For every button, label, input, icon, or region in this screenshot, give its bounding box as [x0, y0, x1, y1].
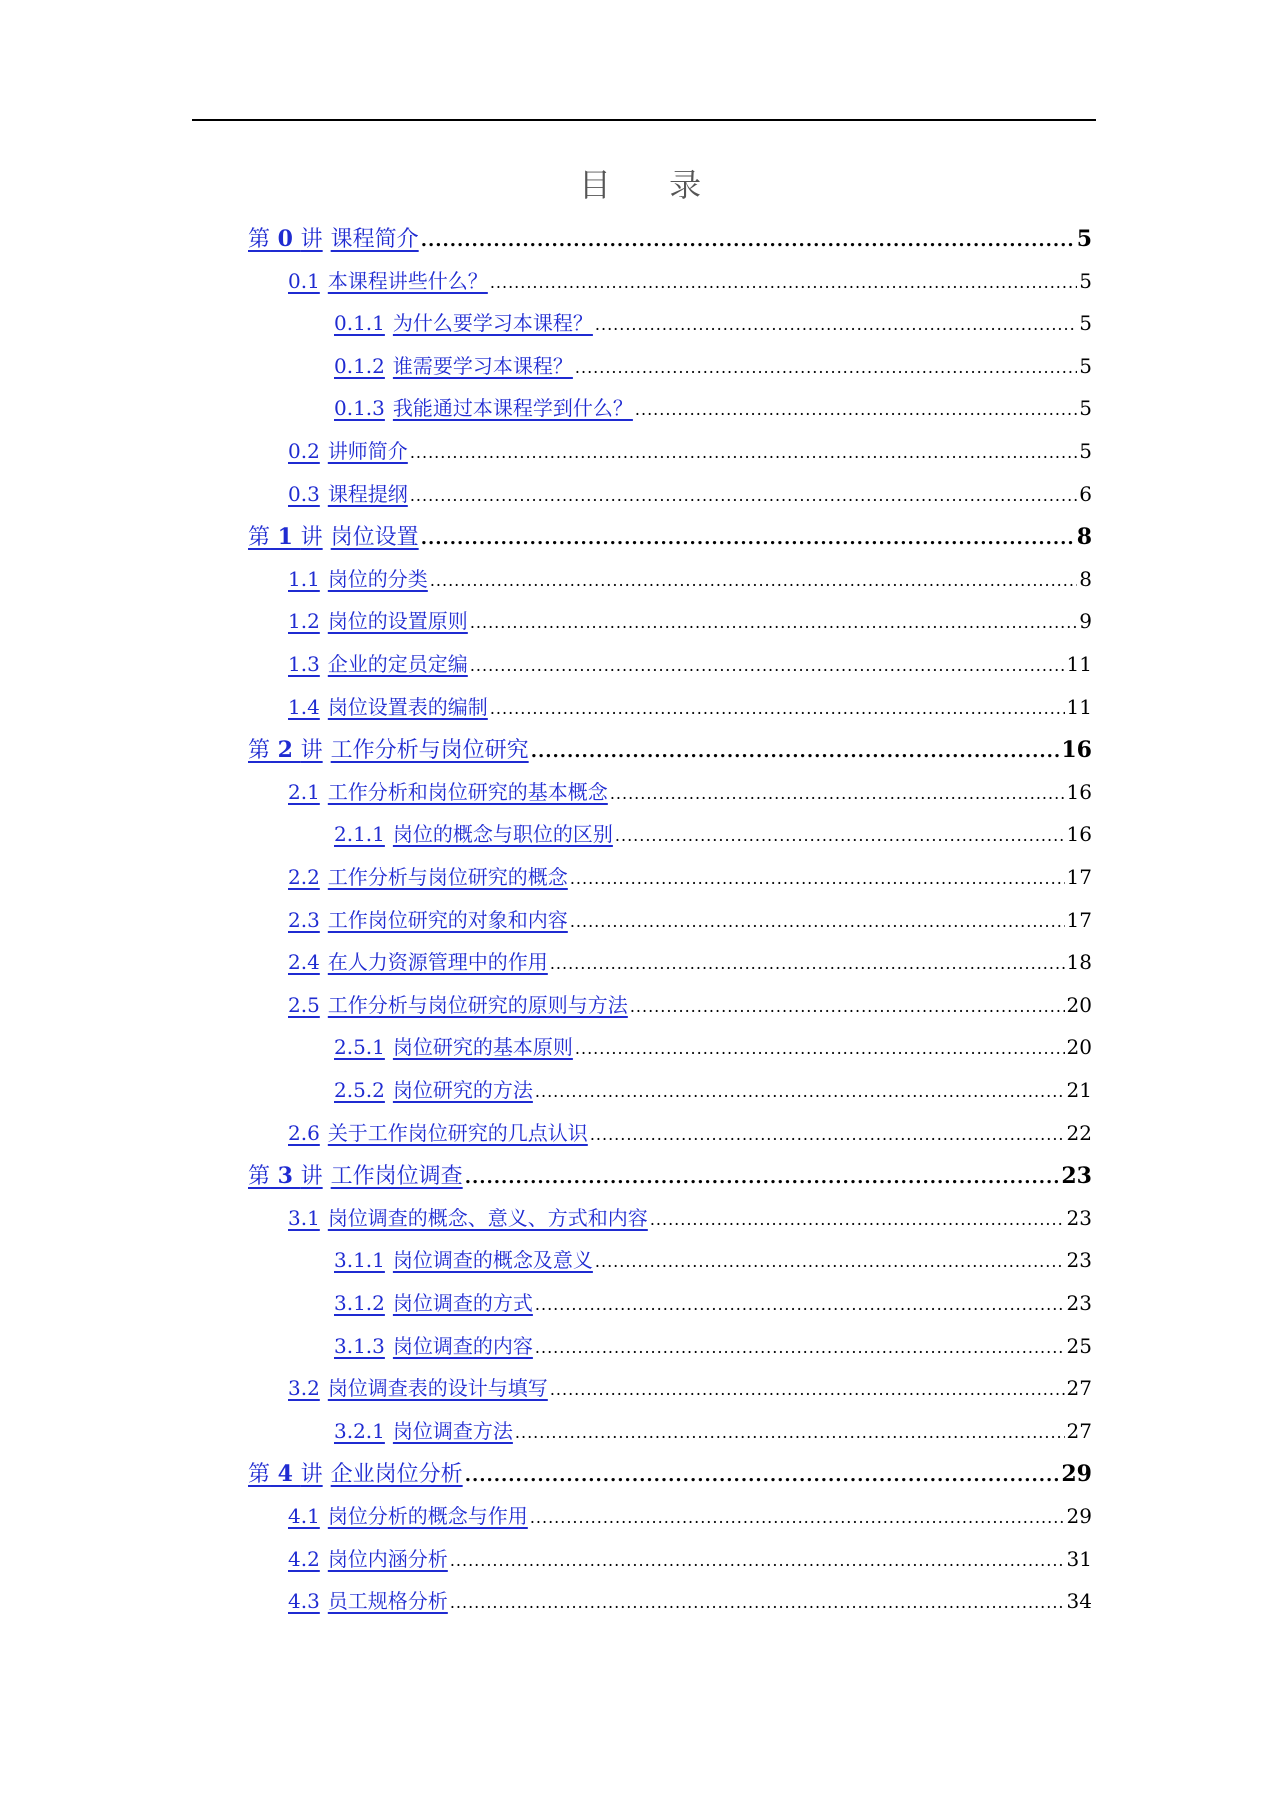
toc-page-number: 5: [1079, 311, 1092, 336]
toc-entry-title: 企业岗位分析: [330, 1462, 463, 1488]
toc-entry-level3: [334, 1287, 1092, 1327]
toc-link[interactable]: [248, 1159, 463, 1190]
toc-entry-title: 岗位调查表的设计与填写: [327, 1376, 548, 1401]
toc-link[interactable]: [334, 392, 633, 421]
toc-entry-title: 工作分析与岗位研究的概念: [327, 865, 568, 889]
toc-page-number: 27: [1066, 1418, 1092, 1443]
toc-chapter-digit: 1: [270, 524, 301, 551]
toc-entry-level3: [334, 818, 1092, 858]
toc-link[interactable]: [248, 733, 529, 764]
toc-page-number: 6: [1079, 481, 1092, 506]
toc-page-number: 5: [1079, 268, 1092, 293]
toc-entry-level3: [334, 1074, 1092, 1114]
toc-section-number: 1.1: [288, 566, 320, 591]
toc-dot-leader: [610, 784, 1065, 803]
toc-entry-title: 岗位调查的概念、意义、方式和内容: [327, 1205, 648, 1230]
toc-entry-level1: [248, 733, 1092, 773]
toc-chapter-number: [248, 525, 323, 550]
toc-dot-leader: [531, 741, 1060, 762]
toc-entry-level2: [288, 1372, 1092, 1412]
toc-link[interactable]: [288, 1372, 548, 1401]
toc-entry-level1: [248, 1457, 1092, 1497]
toc-entry-level2: [288, 1500, 1092, 1540]
toc-page-number: 16: [1066, 779, 1092, 804]
toc-section-number: 2.1.1: [334, 822, 385, 847]
toc-link[interactable]: [334, 1074, 533, 1103]
toc-section-number: 4.1: [288, 1504, 320, 1528]
toc-dot-leader: [421, 230, 1075, 251]
toc-entry-level2: [288, 691, 1092, 731]
toc-entry-level3: [334, 1031, 1092, 1071]
header-rule: [192, 119, 1096, 121]
toc-dot-leader: [595, 315, 1077, 334]
toc-entry-title: 我能通过本课程学到什么？: [392, 396, 633, 421]
toc-entry-level2: [288, 776, 1092, 816]
toc-section-number: 0.1.3: [334, 396, 385, 421]
toc-section-number: 3.2: [288, 1376, 320, 1401]
toc-section-number: 0.1: [288, 268, 320, 293]
page-title: 目 录: [578, 166, 726, 204]
toc-page-number: 23: [1061, 1163, 1092, 1190]
toc-entry-title: 为什么要学习本课程？: [392, 311, 593, 336]
toc-entry-level1: [248, 520, 1092, 560]
toc-section-number: 2.5.1: [334, 1035, 385, 1060]
toc-entry-level2: [288, 1543, 1092, 1583]
toc-page-number: 17: [1066, 865, 1092, 889]
toc-link[interactable]: [288, 861, 568, 890]
toc-page-number: 29: [1066, 1504, 1092, 1528]
toc-entry-level2: [288, 1202, 1092, 1242]
toc-link[interactable]: [288, 605, 468, 634]
toc-link[interactable]: [288, 1117, 588, 1146]
toc-link[interactable]: [288, 1500, 528, 1529]
toc-entry-level2: [288, 904, 1092, 944]
toc-dot-leader: [595, 1252, 1065, 1271]
toc-entry-level2: [288, 478, 1092, 518]
toc-dot-leader: [650, 1210, 1065, 1229]
toc-page-number: 8: [1079, 566, 1092, 591]
toc-link[interactable]: [288, 563, 428, 592]
toc-chapter-digit: 0: [270, 226, 301, 252]
toc-link[interactable]: [288, 1543, 448, 1572]
toc-entry-level2: [288, 861, 1092, 901]
toc-section-number: 3.1.3: [334, 1333, 385, 1358]
toc-dot-leader: [465, 1167, 1060, 1188]
toc-dot-leader: [490, 273, 1077, 292]
toc-entry-title: 岗位调查的概念及意义: [392, 1248, 593, 1273]
toc-dot-leader: [515, 1423, 1065, 1442]
toc-entry-level3: [334, 1330, 1092, 1370]
toc-link[interactable]: [334, 818, 613, 847]
toc-chapter-prefix: 第: [248, 738, 271, 764]
toc-section-number: 4.2: [288, 1546, 320, 1571]
toc-section-number: 0.1.1: [334, 311, 385, 336]
toc-entry-title: 岗位的分类: [327, 566, 428, 591]
toc-section-number: 2.3: [288, 907, 320, 932]
toc-entry-level2: [288, 1117, 1092, 1157]
toc-entry-title: 谁需要学习本课程？: [392, 353, 573, 378]
toc-page-number: 29: [1061, 1461, 1092, 1488]
toc-link[interactable]: [288, 478, 408, 507]
toc-entry-level3: [334, 307, 1092, 347]
toc-dot-leader: [530, 1508, 1065, 1527]
toc-section-number: 1.3: [288, 652, 320, 676]
toc-entry-level2: [288, 946, 1092, 986]
toc-dot-leader: [570, 869, 1065, 888]
toc-dot-leader: [490, 699, 1065, 718]
toc-page-number: 22: [1066, 1120, 1092, 1145]
toc-entry-title: 岗位分析的概念与作用: [327, 1504, 528, 1528]
toc-chapter-suffix: 讲: [300, 738, 323, 764]
toc-section-number: 3.1.1: [334, 1248, 385, 1273]
toc-entry-title: 岗位内涵分析: [327, 1546, 448, 1571]
toc-chapter-suffix: 讲: [300, 1164, 323, 1190]
toc-link[interactable]: [334, 1244, 593, 1273]
toc-dot-leader: [535, 1082, 1065, 1101]
toc-chapter-number: [248, 227, 323, 252]
toc-page-number: 5: [1079, 439, 1092, 463]
toc-dot-leader: [535, 1295, 1065, 1314]
toc-section-number: 3.1.2: [334, 1291, 385, 1315]
toc-page-number: 23: [1066, 1205, 1092, 1230]
toc-dot-leader: [615, 826, 1065, 845]
toc-link[interactable]: [288, 1585, 448, 1614]
toc-link[interactable]: [288, 989, 628, 1018]
toc-link[interactable]: [334, 1415, 513, 1444]
toc-entry-title: 岗位设置: [330, 525, 419, 551]
toc-link[interactable]: [288, 648, 468, 677]
toc-dot-leader: [430, 571, 1077, 590]
toc-page-number: 23: [1066, 1291, 1092, 1315]
toc-link[interactable]: [288, 776, 608, 805]
toc-chapter-prefix: 第: [248, 525, 271, 551]
toc-section-number: 2.5.2: [334, 1078, 385, 1102]
toc-dot-leader: [550, 1380, 1065, 1399]
toc-chapter-prefix: 第: [248, 1462, 271, 1488]
toc-page-number: 9: [1079, 609, 1092, 634]
toc-page-number: 27: [1066, 1376, 1092, 1401]
toc-dot-leader: [410, 486, 1077, 505]
toc-section-number: 0.1.2: [334, 353, 385, 378]
toc-entry-title: 本课程讲些什么？: [327, 268, 488, 293]
toc-entry-level2: [288, 265, 1092, 305]
toc-entry-level2: [288, 605, 1092, 645]
toc-chapter-digit: 3: [270, 1163, 301, 1190]
toc-entry-title: 课程简介: [330, 227, 419, 252]
toc-chapter-suffix: 讲: [300, 227, 323, 252]
toc-entry-title: 讲师简介: [327, 439, 408, 463]
toc-page-number: 5: [1079, 353, 1092, 378]
toc-entry-level2: [288, 989, 1092, 1029]
toc-dot-leader: [450, 1593, 1065, 1612]
toc-link[interactable]: [334, 1287, 533, 1316]
toc-page-number: 20: [1066, 1035, 1092, 1060]
toc-entry-level2: [288, 563, 1092, 603]
toc-entry-level1: [248, 1159, 1092, 1199]
toc-link[interactable]: [288, 265, 488, 294]
toc-page-number: 11: [1066, 694, 1092, 719]
toc-link[interactable]: [288, 691, 488, 720]
toc-dot-leader: [421, 528, 1075, 549]
toc-page-number: 17: [1066, 907, 1092, 932]
toc-chapter-prefix: 第: [248, 1164, 271, 1190]
toc-entry-title: 企业的定员定编: [327, 652, 468, 676]
toc-dot-leader: [630, 997, 1065, 1016]
toc-chapter-digit: 4: [270, 1461, 301, 1488]
toc-entry-title: 在人力资源管理中的作用: [327, 950, 548, 975]
toc-link[interactable]: [288, 1202, 648, 1231]
toc-chapter-number: [248, 1462, 323, 1487]
toc-entry-title: 岗位调查的内容: [392, 1333, 533, 1358]
toc-section-number: 4.3: [288, 1589, 320, 1614]
toc-link[interactable]: [248, 222, 419, 253]
toc-dot-leader: [635, 400, 1077, 419]
toc-link[interactable]: [288, 904, 568, 933]
toc-link[interactable]: [248, 1457, 463, 1488]
toc-dot-leader: [575, 1039, 1065, 1058]
toc-section-number: 3.1: [288, 1205, 320, 1230]
toc-link[interactable]: [288, 435, 408, 464]
toc-page-number: 18: [1066, 950, 1092, 975]
toc-section-number: 1.2: [288, 609, 320, 634]
toc-entry-title: 关于工作岗位研究的几点认识: [327, 1120, 588, 1145]
toc-entry-level2: [288, 648, 1092, 688]
toc-dot-leader: [550, 954, 1065, 973]
toc-section-number: 2.6: [288, 1120, 320, 1145]
toc-page-number: 16: [1066, 822, 1092, 847]
toc-dot-leader: [535, 1338, 1065, 1357]
toc-dot-leader: [465, 1465, 1060, 1486]
toc-page-number: 23: [1066, 1248, 1092, 1273]
toc-entry-title: 工作分析和岗位研究的基本概念: [327, 779, 608, 804]
toc-entry-title: 岗位调查的方式: [392, 1291, 533, 1315]
toc-entry-level2: [288, 435, 1092, 475]
toc-entry-title: 工作分析与岗位研究: [330, 738, 529, 764]
toc-link[interactable]: [288, 946, 548, 975]
toc-dot-leader: [470, 613, 1077, 632]
toc-section-number: 2.5: [288, 992, 320, 1017]
toc-link[interactable]: [334, 1031, 573, 1060]
toc-page-number: 21: [1066, 1078, 1092, 1102]
toc-entry-level3: [334, 1244, 1092, 1284]
toc-entry-title: 课程提纲: [327, 481, 408, 506]
toc-section-number: 2.4: [288, 950, 320, 975]
toc-section-number: 1.4: [288, 694, 320, 719]
toc-entry-title: 岗位调查方法: [392, 1418, 513, 1443]
toc-chapter-digit: 2: [270, 737, 301, 764]
toc-link[interactable]: [334, 1330, 533, 1359]
toc-entry-title: 岗位设置表的编制: [327, 694, 488, 719]
toc-entry-title: 岗位研究的方法: [392, 1078, 533, 1102]
toc-entry-title: 工作岗位研究的对象和内容: [327, 907, 568, 932]
toc-entry-level2: [288, 1585, 1092, 1625]
toc-dot-leader: [410, 443, 1077, 462]
toc-entry-level3: [334, 392, 1092, 432]
toc-entry-title: 员工规格分析: [327, 1589, 448, 1614]
toc-chapter-suffix: 讲: [300, 525, 323, 551]
toc-page-number: 5: [1079, 396, 1092, 421]
toc-chapter-prefix: 第: [248, 227, 271, 252]
toc-page-number: 5: [1076, 226, 1092, 252]
toc-chapter-suffix: 讲: [300, 1462, 323, 1488]
toc-page-number: 20: [1066, 992, 1092, 1017]
toc-dot-leader: [570, 912, 1065, 931]
toc-page-number: 25: [1066, 1333, 1092, 1358]
toc-entry-level1: [248, 222, 1092, 262]
toc-entry-level3: [334, 350, 1092, 390]
toc-link[interactable]: [334, 350, 573, 379]
toc-entry-title: 岗位的设置原则: [327, 609, 468, 634]
toc-dot-leader: [575, 358, 1077, 377]
toc-link[interactable]: [248, 520, 419, 551]
toc-dot-leader: [450, 1551, 1065, 1570]
toc-dot-leader: [470, 656, 1065, 675]
toc-section-number: 3.2.1: [334, 1418, 385, 1443]
toc-chapter-number: [248, 1164, 323, 1189]
toc-page-number: 16: [1061, 737, 1092, 764]
toc-section-number: 0.2: [288, 439, 320, 463]
toc-entry-title: 工作岗位调查: [330, 1164, 463, 1190]
toc-page-number: 34: [1066, 1589, 1092, 1614]
toc-entry-title: 工作分析与岗位研究的原则与方法: [327, 992, 628, 1017]
toc-section-number: 2.1: [288, 779, 320, 804]
toc-entry-level3: [334, 1415, 1092, 1455]
toc-page-number: 31: [1066, 1546, 1092, 1571]
toc-dot-leader: [590, 1125, 1065, 1144]
toc-entry-title: 岗位的概念与职位的区别: [392, 822, 613, 847]
toc-section-number: 2.2: [288, 865, 320, 889]
toc-page-number: 8: [1076, 524, 1092, 551]
toc-section-number: 0.3: [288, 481, 320, 506]
toc-page-number: 11: [1066, 652, 1092, 676]
toc-entry-title: 岗位研究的基本原则: [392, 1035, 573, 1060]
toc-link[interactable]: [334, 307, 593, 336]
toc-chapter-number: [248, 738, 323, 763]
